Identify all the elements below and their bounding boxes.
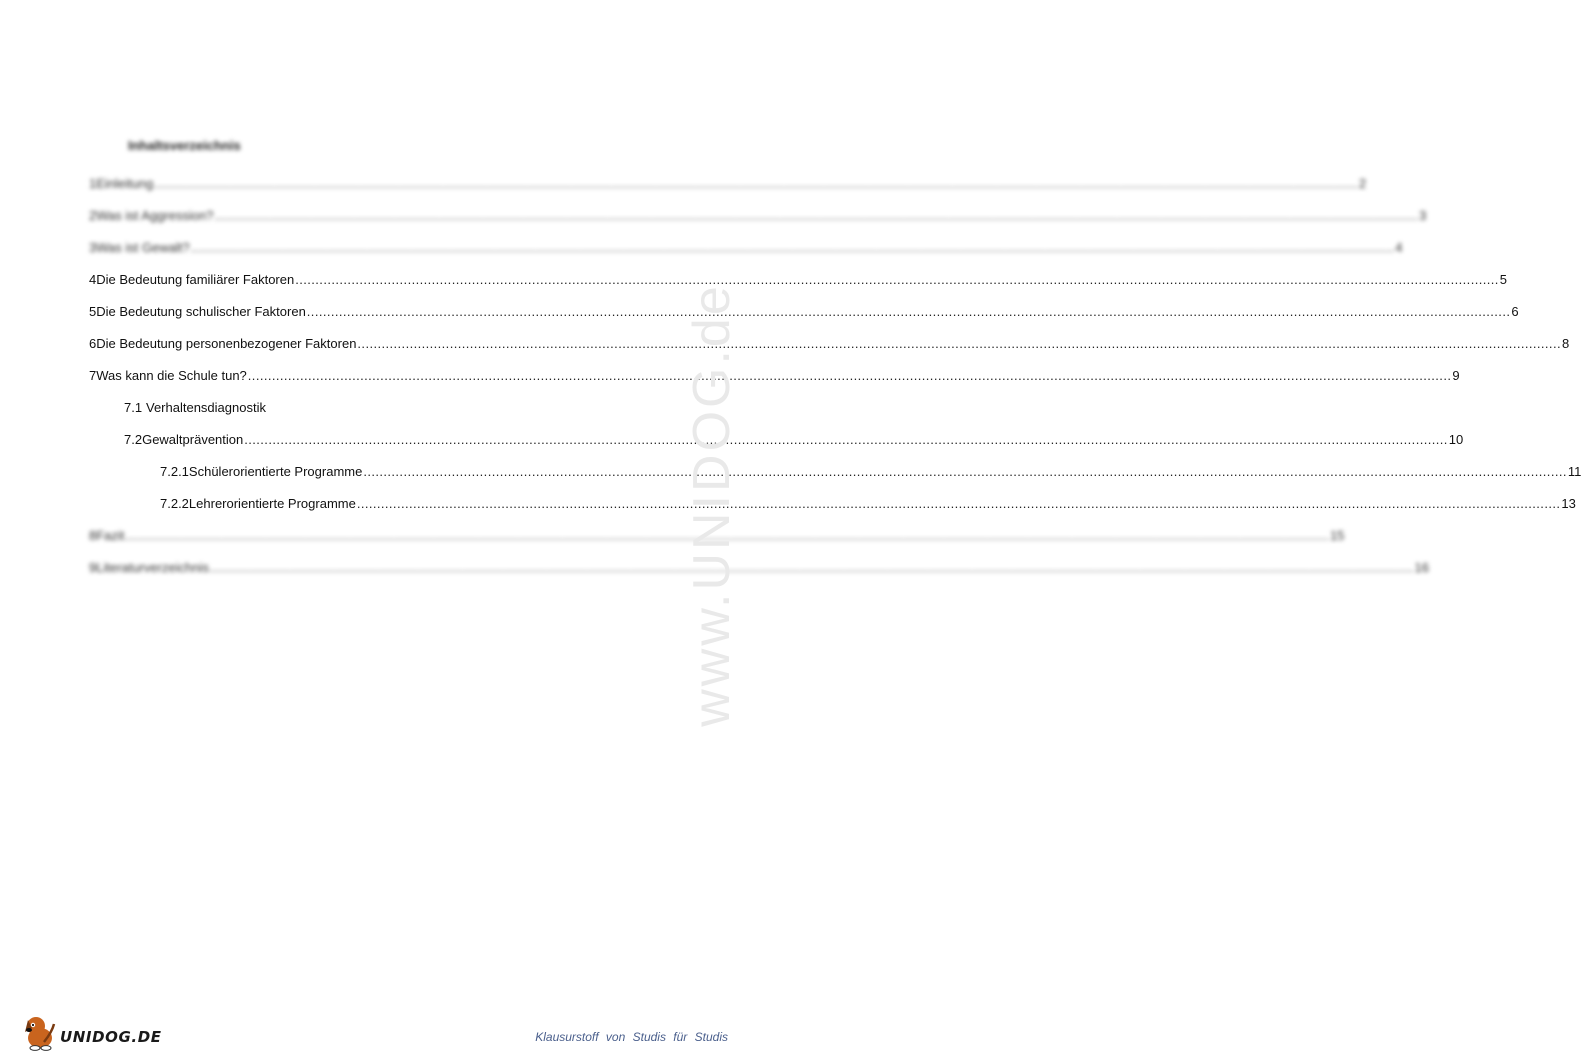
- leader-dots: ............................................................................................................................................................................................................................................................................................................: [154, 176, 1358, 191]
- toc-entry-7-2-1[interactable]: [160, 463, 1581, 481]
- watermark: www.UNIDOG.de: [683, 283, 741, 727]
- toc-entry-number: 5: [89, 304, 97, 319]
- footer-tagline: Klausurstoff von Studis für Studis: [535, 1030, 728, 1044]
- leader-dots: ............................................................................................................................................................................................................................................................................................................: [125, 528, 1329, 543]
- toc-entry-number: 2: [89, 208, 97, 223]
- toc-entry-label: Was kann die Schule tun?: [96, 368, 247, 383]
- toc-entry-page: 11: [1567, 464, 1581, 479]
- leader-dots: ............................................................................................................................................................................................................................................................................................................: [295, 272, 1499, 287]
- toc-entry-2[interactable]: [89, 207, 1427, 225]
- toc-entry-page: 13: [1561, 496, 1576, 511]
- toc-entry-label: Lehrerorientierte Programme: [188, 496, 356, 511]
- toc-entry-label: Fazit: [96, 528, 125, 543]
- leader-dots: ............................................................................................................................................................................................................................................................................................................: [356, 496, 1561, 511]
- toc-entry-label: Die Bedeutung schulischer Faktoren: [96, 304, 306, 319]
- leader-dots: ............................................................................................................................................................................................................................................................................................................: [306, 304, 1511, 319]
- toc-entry-page: 5: [1499, 272, 1508, 287]
- toc-entry-label: Schülerorientierte Programme: [188, 464, 363, 479]
- toc-entry-page: 8: [1561, 336, 1570, 351]
- toc-entry-label: Was ist Gewalt?: [96, 240, 190, 255]
- toc-entry-number: 7.2.2: [160, 496, 189, 511]
- leader-dots: ............................................................................................................................................................................................................................................................................................................: [244, 432, 1448, 447]
- toc-entry-page: 10: [1448, 432, 1464, 447]
- toc-entry-5[interactable]: [89, 303, 1519, 321]
- toc-entry-label: Verhaltensdiagnostik: [146, 400, 266, 415]
- unidog-logo[interactable]: [22, 1012, 162, 1052]
- toc-entry-label: Die Bedeutung personenbezogener Faktoren: [96, 336, 357, 351]
- leader-dots: ............................................................................................................................................................................................................................................................................................................: [363, 464, 1567, 479]
- toc-entry-page: 9: [1452, 368, 1460, 383]
- toc-entry-label: Gewaltprävention: [142, 432, 244, 447]
- leader-dots: ............................................................................................................................................................................................................................................................................................................: [209, 560, 1414, 575]
- toc-entry-number: 3: [89, 240, 97, 255]
- toc-entry-page: 2: [1358, 176, 1367, 191]
- toc-entry-1[interactable]: [89, 175, 1367, 193]
- logo-text: UNIDOG.DE: [60, 1028, 162, 1046]
- toc-entry-page: 15: [1329, 528, 1345, 543]
- toc-entry-number: 7.1: [124, 400, 143, 415]
- leader-dots: ............................................................................................................................................................................................................................................................................................................: [357, 336, 1561, 351]
- dog-icon: [22, 1012, 58, 1052]
- leader-dots: ............................................................................................................................................................................................................................................................................................................: [214, 208, 1419, 223]
- toc-entry-6[interactable]: [89, 335, 1570, 353]
- toc-entry-page: 6: [1511, 304, 1519, 319]
- toc-entry-page: 3: [1419, 208, 1427, 223]
- toc-entry-number: 4: [89, 272, 97, 287]
- toc-entry-7-1[interactable]: [124, 399, 657, 417]
- toc-entry-page: 16: [1414, 560, 1429, 575]
- toc-entry-7-2[interactable]: [124, 431, 1464, 449]
- toc-entry-number: 9: [89, 560, 97, 575]
- toc-entry-number: 6: [89, 336, 97, 351]
- leader-dots: ............................................................................................................................................................................................................................................................................................................: [247, 368, 1452, 383]
- toc-entry-8[interactable]: [89, 527, 1345, 545]
- toc-entry-label: Literaturverzeichnis: [96, 560, 209, 575]
- toc-title: Inhaltsverzeichnis: [128, 138, 241, 153]
- toc-entry-7-2-2[interactable]: [160, 495, 1576, 513]
- toc-entry-label: Was ist Aggression?: [96, 208, 214, 223]
- toc-entry-number: 7: [89, 368, 97, 383]
- toc-entry-9[interactable]: [89, 559, 1429, 577]
- toc-entry-number: 7.2: [124, 432, 143, 447]
- toc-entry-3[interactable]: [89, 239, 1403, 257]
- toc-entry-4[interactable]: [89, 271, 1508, 289]
- toc-entry-page: 4: [1395, 240, 1403, 255]
- toc-entry-label: Die Bedeutung familiärer Faktoren: [96, 272, 295, 287]
- leader-dots: ............................................................................................................................................................................................................................................................................................................: [190, 240, 1395, 255]
- toc-entry-number: 1: [89, 176, 97, 191]
- toc-entry-7[interactable]: [89, 367, 1460, 385]
- toc-entry-label: Einleitung: [96, 176, 154, 191]
- toc-entry-number: 8: [89, 528, 97, 543]
- toc-entry-number: 7.2.1: [160, 464, 189, 479]
